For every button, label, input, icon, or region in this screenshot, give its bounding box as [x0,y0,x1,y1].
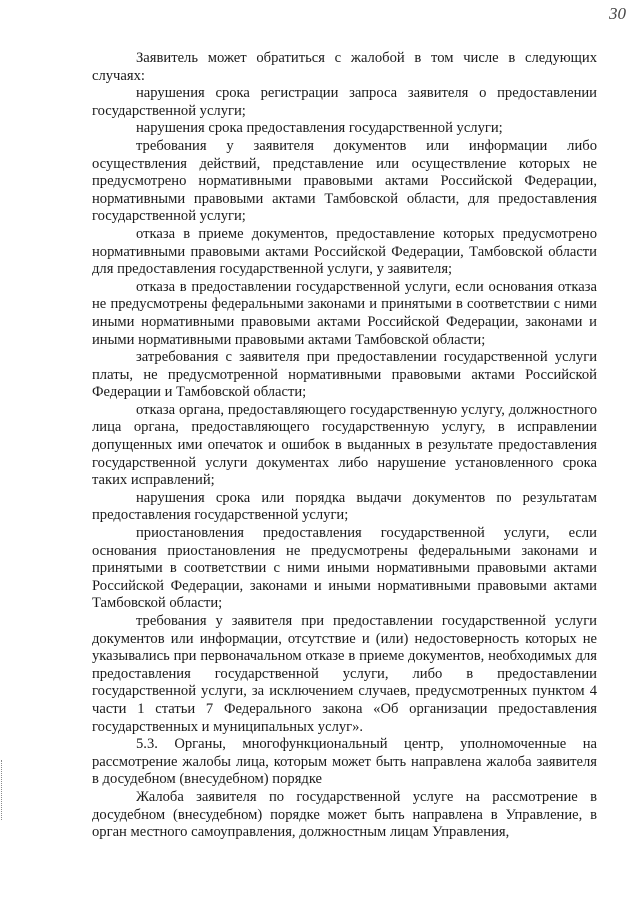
paragraph: отказа в предоставлении государственной услуги, если основания отказа не предусмотрены федеральными законами и принятыми в соответствии с ними иными нормативными правовыми актами Российской Федерации, законами и иными нормативными правовыми актами Тамбовской области; [92,278,597,348]
page-number: 30 [609,4,626,23]
paragraph: Заявитель может обратиться с жалобой в том числе в следующих случаях: [92,50,597,84]
paragraph: нарушения срока или порядка выдачи документов по результатам предоставления государственной услуги; [92,489,597,524]
paragraph: требования у заявителя при предоставлении государственной услуги документов или информации, отсутствие и (или) недостоверность которых не указывались при первоначальном отказе в приеме документов, необходимых для предоставления государственной услуги, либо в предоставлении государственной услуги, за исключением случаев, предусмотренных пунктом 4 части 1 статьи 7 Федерального закона «Об организации предоставления государственных и муниципальных услуг». [92,613,597,735]
paragraph: требования у заявителя документов или информации либо осуществления действий, представление или осуществление которых не предусмотрено нормативными правовыми актами Российской Федерации, нормативными правовыми актами Тамбовской области, для предоставления государственной услуги; [92,137,597,225]
paragraph: приостановления предоставления государственной услуги, если основания приостановления не предусмотрены федеральными законами и принятыми в соответствии с ними иными нормативными правовыми актами Российской Федерации, законами и иными нормативными правовыми актами Тамбовской области; [92,525,597,612]
section-heading: 5.3. Органы, многофункциональный центр, уполномоченные на рассмотрение жалобы лица, которым может быть направлена жалоба заявителя в досудебном (внесудебном) порядке [92,736,597,788]
paragraph: нарушения срока предоставления государственной услуги; [136,120,503,137]
paragraph: Жалоба заявителя по государственной услуге на рассмотрение в досудебном (внесудебном) порядке может быть направлена в Управление, в орган местного самоуправления, должностным лицам Управления, [92,788,597,841]
paragraph: отказа в приеме документов, предоставление которых предусмотрено нормативными правовыми актами Российской Федерации, Тамбовской области для предоставления государственной услуги, у заявителя; [92,225,597,278]
paragraph: затребования с заявителя при предоставлении государственной услуги платы, не предусмотренной нормативными правовыми актами Российской Федерации и Тамбовской области; [92,349,597,401]
document-body [92,50,597,842]
margin-mark [1,760,5,820]
paragraph: нарушения срока регистрации запроса заявителя о предоставлении государственной услуги; [92,85,597,119]
paragraph: отказа органа, предоставляющего государственную услугу, должностного лица органа, предоставляющего государственную услугу, в исправлении допущенных ими опечаток и ошибок в выданных в результате предоставления государственной услуги документах либо нарушение установленного срока таких исправлений; [92,401,597,489]
